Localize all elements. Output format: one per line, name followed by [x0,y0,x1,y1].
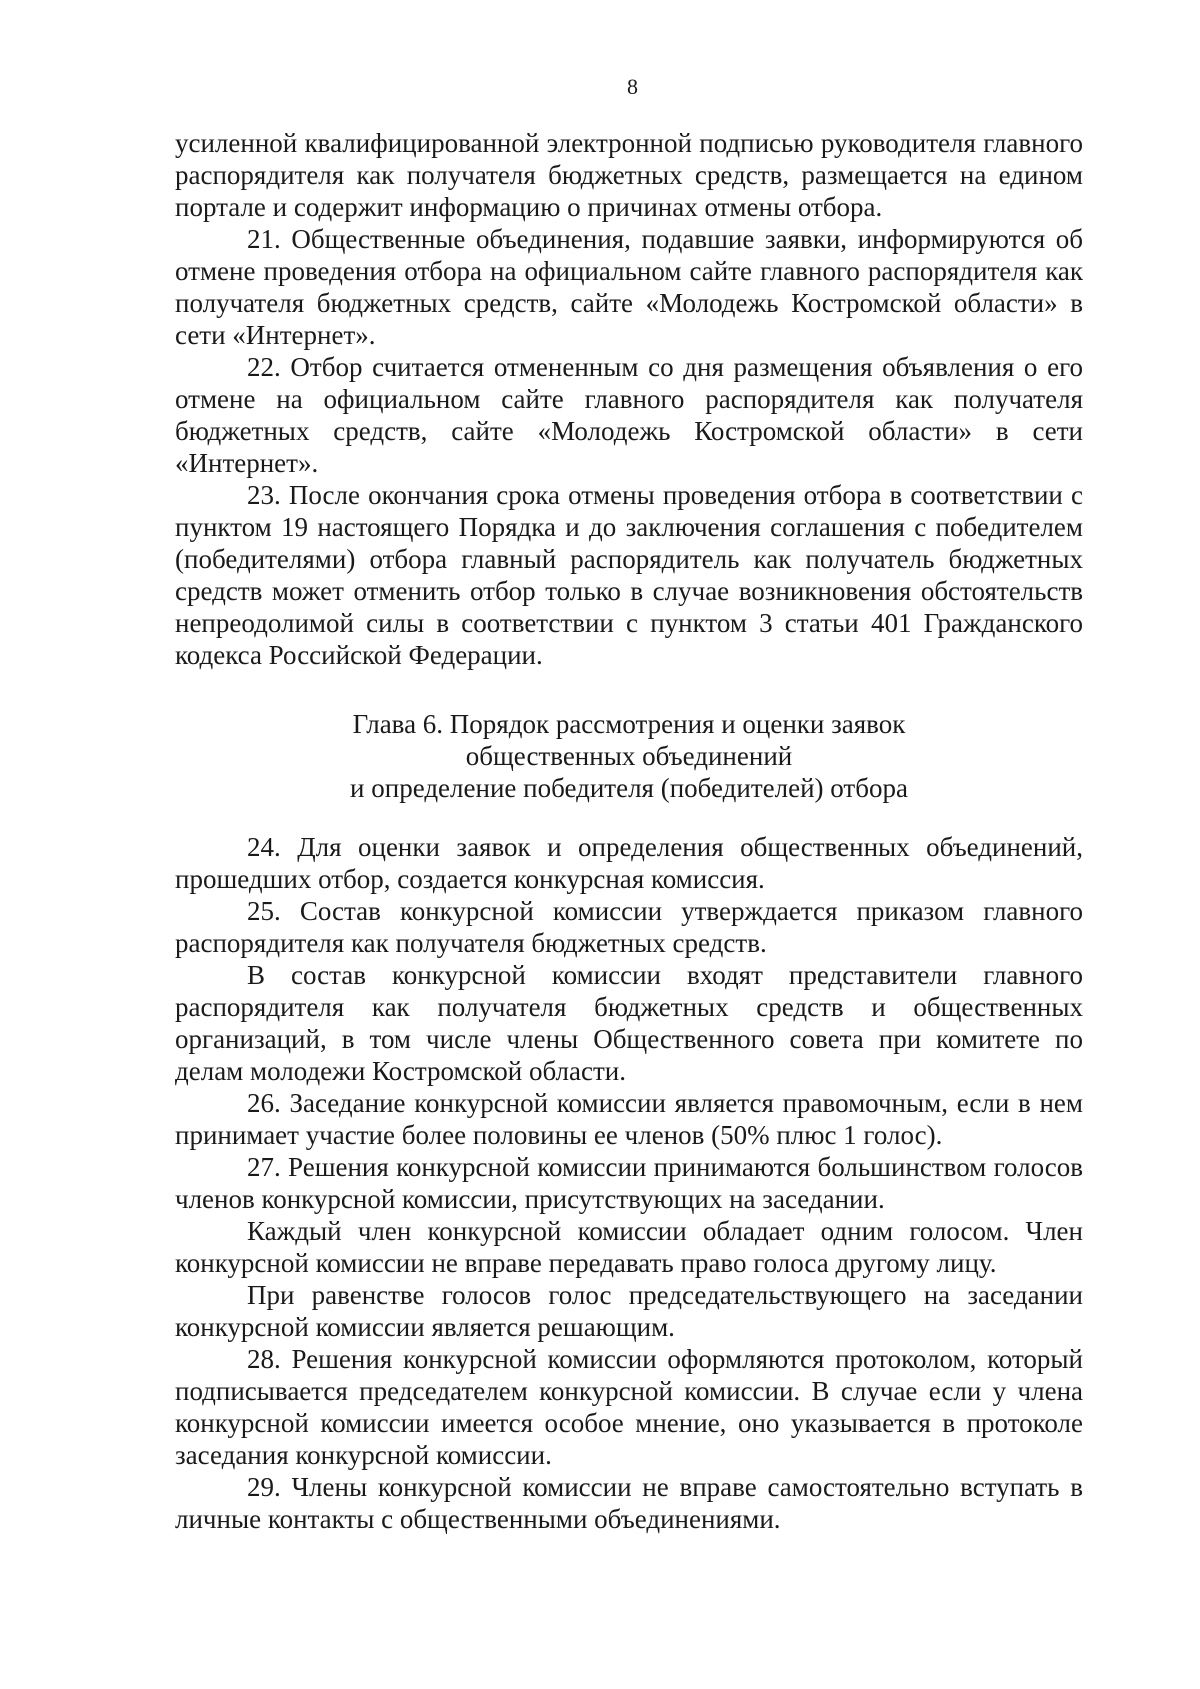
page-number: 8 [627,74,638,99]
paragraph-27: 27. Решения конкурсной комиссии принимаются большинством голосов членов конкурсной комиссии, присутствующих на заседании. [175,1152,1083,1214]
chapter-heading-line: и определение победителя (победителей) отбора [350,773,908,803]
paragraph-22: 22. Отбор считается отмененным со дня размещения объявления о его отмене на официальном сайте главного распорядителя как получателя бюджетных средств, сайте «Молодежь Костромской области» в сети «Интернет». [175,352,1083,478]
paragraph-27-tie: При равенстве голосов голос председательствующего на заседании конкурсной комиссии является решающим. [175,1280,1083,1342]
paragraph-23: 23. После окончания срока отмены проведения отбора в соответствии с пунктом 19 настоящего Порядка и до заключения соглашения с победителем (победителями) отбора главный распорядитель как получатель бюджетных средств может отменить отбор только в случае возникновения обстоятельств непреодолимой силы в соответствии с пунктом 3 статьи 401 Гражданского кодекса Российской Федерации. [175,480,1083,670]
paragraph-26: 26. Заседание конкурсной комиссии является правомочным, если в нем принимает участие более половины ее членов (50% плюс 1 голос). [175,1088,1083,1150]
paragraph-29: 29. Члены конкурсной комиссии не вправе самостоятельно вступать в личные контакты с общественными объединениями. [175,1472,1083,1534]
paragraph-continuation: усиленной квалифицированной электронной подписью руководителя главного распорядителя как получателя бюджетных средств, размещается на едином портале и содержит информацию о причинах отмены отбора. [175,128,1083,222]
paragraph-21: 21. Общественные объединения, подавшие заявки, информируются об отмене проведения отбора на официальном сайте главного распорядителя как получателя бюджетных средств, сайте «Молодежь Костромской области» в сети «Интернет». [175,224,1083,350]
paragraph-27-vote: Каждый член конкурсной комиссии обладает одним голосом. Член конкурсной комиссии не вправе передавать право голоса другому лицу. [175,1216,1083,1278]
paragraph-25: 25. Состав конкурсной комиссии утверждается приказом главного распорядителя как получателя бюджетных средств. [175,896,1083,958]
paragraph-25-composition: В состав конкурсной комиссии входят представители главного распорядителя как получателя бюджетных средств и общественных организаций, в том числе члены Общественного совета при комитете по делам молодежи Костромской области. [175,960,1083,1086]
section-bottom [175,831,1083,1535]
paragraph-24: 24. Для оценки заявок и определения общественных объединений, прошедших отбор, создается конкурсная комиссия. [175,832,1083,894]
chapter-heading [175,708,1083,804]
chapter-heading-line: общественных объединений [465,741,793,771]
chapter-heading-line: Глава 6. Порядок рассмотрения и оценки заявок [352,709,906,739]
paragraph-28: 28. Решения конкурсной комиссии оформляются протоколом, который подписывается председателем конкурсной комиссии. В случае если у члена конкурсной комиссии имеется особое мнение, оно указывается в протоколе заседания конкурсной комиссии. [175,1344,1083,1470]
section-top [175,127,1083,671]
